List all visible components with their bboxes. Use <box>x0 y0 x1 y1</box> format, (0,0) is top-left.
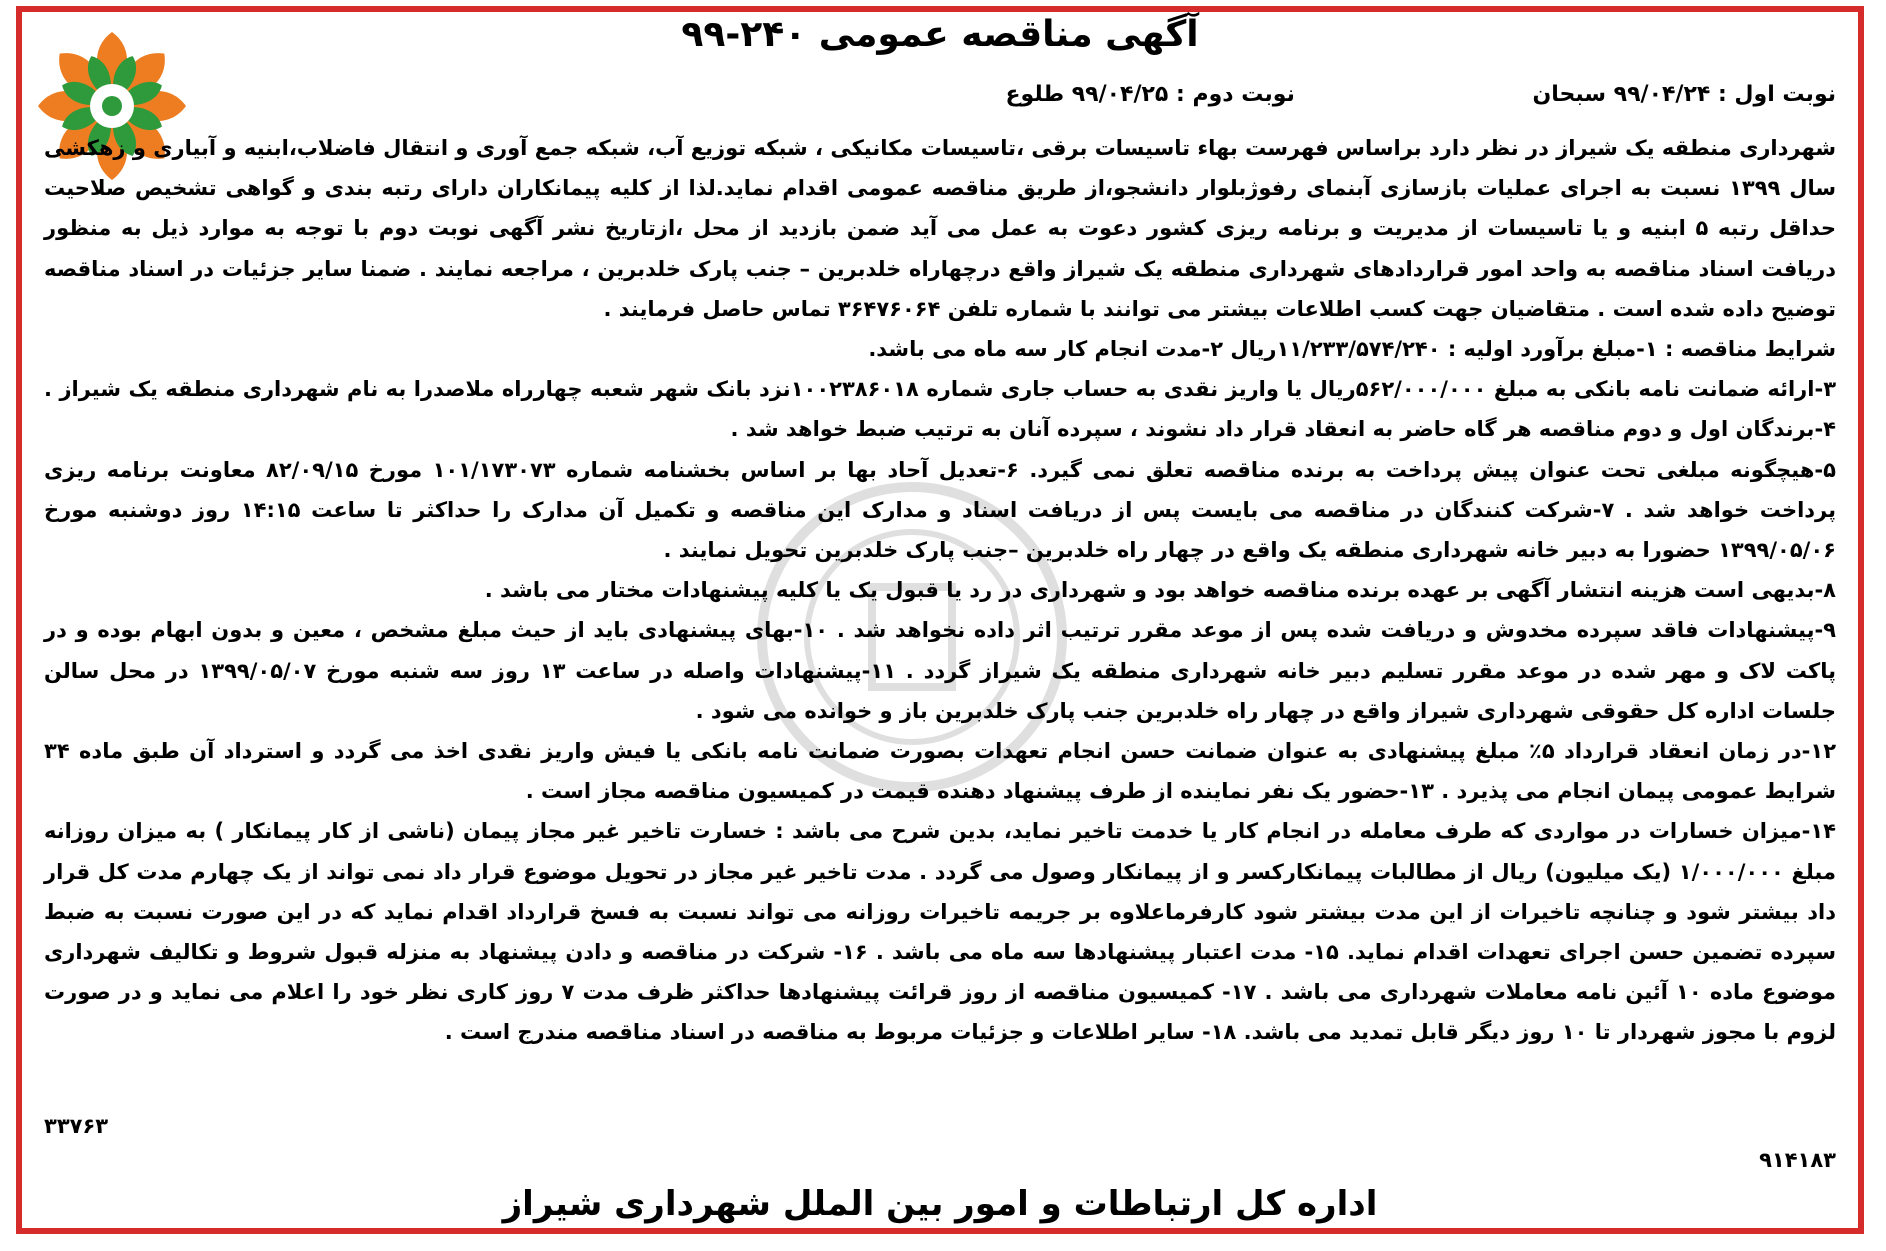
conditions-3-4: ۳-ارائه ضمانت نامه بانکی به مبلغ ۵۶۲/۰۰۰/۰۰۰ریال یا واریز نقدی به حساب جاری شماره ۱۰۰۲۳۸۶۰۱۸نزد بانک شهر شعبه چهارراه ملاصدرا به نام شهرداری منطقه یک شیراز . ۴-برندگان اول و دوم مناقصه هر گاه حاضر به انعقاد قرار داد نشوند ، سپرده آنان به ترتیب ضبط خواهد شد . <box>44 377 1837 442</box>
notice-title: آگهی مناقصه عمومی ۲۴۰-۹۹ <box>681 14 1199 55</box>
intro-paragraph: شهرداری منطقه یک شیراز در نظر دارد براساس فهرست بهاء تاسیسات برقی ،تاسیسات مکانیکی ، شبکه توزیع آب، شبکه جمع آوری و انتقال فاضلاب،ابنیه و آبیاری و زهکشی سال ۱۳۹۹ نسبت به اجرای عملیات بازسازی آبنمای رفوژبلوار دانشجو،از طریق مناقصه عمومی اقدام نماید.لذا از کلیه پیمانکاران دارای رتبه بندی و گواهی تشخیص صلاحیت حداقل رتبه ۵ ابنیه و یا تاسیسات از مدیریت و برنامه ریزی کشور دعوت به عمل می آید ضمن بازدید از محل ،ازتاریخ نشر آگهی نوبت دوم با توجه به موارد ذیل به منظور دریافت اسناد مناقصه به واحد امور قراردادهای شهرداری منطقه یک شیراز واقع درچهاراه خلدبرین – جنب پارک خلدبرین ، مراجعه نمایند . ضمنا سایر جزئیات در اسناد مناقصه توضیح داده شده است . متقاضیان جهت کسب اطلاعات بیشتر می توانند با شماره تلفن ۳۶۴۷۶۰۶۴ تماس حاصل فرمایند . <box>44 136 1836 321</box>
condition-8: ۸-بدیهی است هزینه انتشار آگهی بر عهده برنده مناقصه خواهد بود و شهرداری در رد یا قبول یک یا کلیه پیشنهادات مختار می باشد . <box>484 578 1836 603</box>
ad-code: ۳۳۷۶۳ <box>44 1114 109 1138</box>
conditions-14-18: ۱۴-میزان خسارات در مواردی که طرف معامله در انجام کار یا خدمت تاخیر نماید، بدین شرح می باشد : خسارت تاخیر غیر مجاز پیمان (ناشی از کار پیمانکار ) به میزان روزانه مبلغ ۱/۰۰۰/۰۰۰ (یک میلیون) ریال از مطالبات پیمانکارکسر و از پیمانکار وصول می گردد . مدت تاخیر غیر مجاز در تحویل موضوع قرار داد نمی تواند از یک چهارم مدت کل قرار داد بیشتر شود و چنانچه تاخیرات از این مدت بیشتر شود کارفرماعلاوه بر جریمه تاخیرات روزانه می تواند نسبت به فسخ قرارداد اقدام نماید که در این صورت نسبت به ضبط سپرده تضمین حسن اجرای تعهدات اقدام نماید. ۱۵- مدت اعتبار پیشنهادها سه ماه می باشد . ۱۶- شرکت در مناقصه و دادن پیشنهاد به منزله قبول شروط و تکالیف شهرداری موضوع ماده ۱۰ آئین نامه معاملات شهرداری می باشد . ۱۷- کمیسیون مناقصه از روز قرائت پیشنهادها حداکثر ظرف مدت ۷ روز کاری نظر خود را اعلام می نماید و در صورت لزوم با مجوز شهردار تا ۱۰ روز دیگر قابل تمدید می باشد. ۱۸- سایر اطلاعات و جزئیات مربوط به مناقصه در اسناد مناقصه مندرج است . <box>44 819 1836 1045</box>
footer-issuer: اداره کل ارتباطات و امور بین الملل شهرداری شیراز <box>502 1184 1378 1224</box>
codes-line <box>44 1114 1836 1172</box>
publication-turns <box>352 82 1836 107</box>
notice-body <box>44 128 1836 1053</box>
notice-frame <box>16 6 1864 1234</box>
conditions-1-2: شرایط مناقصه : ۱-مبلغ برآورد اولیه : ۱۱/۲۳۳/۵۷۴/۲۴۰ریال ۲-مدت انجام کار سه ماه می باشد. <box>868 337 1836 362</box>
first-turn: نوبت اول : ۹۹/۰۴/۲۴ سبحان <box>1532 82 1836 107</box>
conditions-12-13: ۱۲-در زمان انعقاد قرارداد ۵٪ مبلغ پیشنهادی به عنوان ضمانت حسن انجام تعهدات بصورت ضمانت نامه بانکی یا فیش واریز نقدی اخذ می گردد و استرداد آن طبق ماده ۳۴ شرایط عمومی پیمان انجام می پذیرد . ۱۳-حضور یک نفر نماینده از طرف پیشنهاد دهنده قیمت در کمیسیون مناقصه مجاز است . <box>44 739 1837 804</box>
publication-code: ۹۱۴۱۸۳ <box>1759 1148 1836 1172</box>
conditions-5-7: ۵-هیچگونه مبلغی تحت عنوان پیش پرداخت به برنده مناقصه تعلق نمی گیرد. ۶-تعدیل آحاد بها بر اساس بخشنامه شماره ۱۰۱/۱۷۳۰۷۳ مورخ ۸۲/۰۹/۱۵ معاونت برنامه ریزی پرداخت خواهد شد . ۷-شرکت کنندگان در مناقصه می بایست پس از دریافت اسناد و مدارک این مناقصه و تکمیل آن مدارک را حداکثر تا ساعت ۱۴:۱۵ روز دوشنبه مورخ ۱۳۹۹/۰۵/۰۶ حضورا به دبیر خانه شهرداری منطقه یک واقع در چهار راه خلدبرین –جنب پارک خلدبرین تحویل نمایند . <box>44 457 1837 563</box>
second-turn: نوبت دوم : ۹۹/۰۴/۲۵ طلوع <box>1005 82 1295 107</box>
conditions-9-11: ۹-پیشنهادات فاقد سپرده مخدوش و دریافت شده پس از موعد مقرر ترتیب اثر داده نخواهد شد . ۱۰-بهای پیشنهادی باید از حیث مبلغ مشخص ، معین و بدون ابهام بوده و در پاکت لاک و مهر شده در موعد مقرر تسلیم دبیر خانه شهرداری منطقه یک شیراز گردد . ۱۱-پیشنهادات واصله در ساعت ۱۳ روز سه شنبه مورخ ۱۳۹۹/۰۵/۰۷ در محل سالن جلسات اداره کل حقوقی شهرداری شیراز واقع در چهار راه خلدبرین جنب پارک خلدبرین باز و خوانده می شود . <box>44 618 1837 723</box>
